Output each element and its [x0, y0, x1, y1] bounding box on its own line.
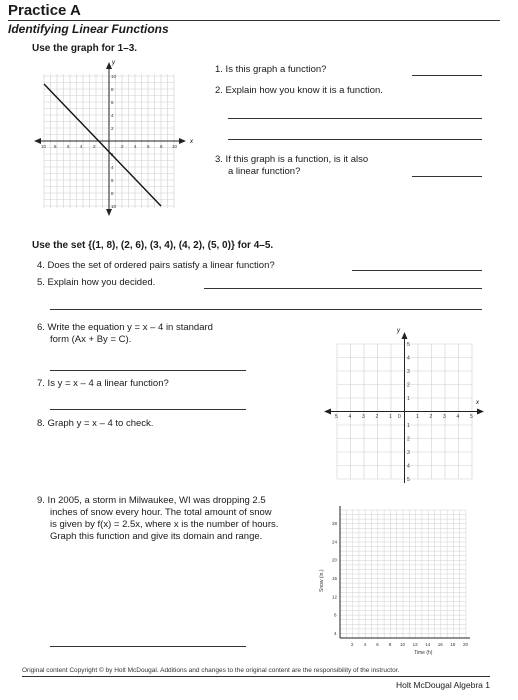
section2-instruction: Use the set {(1, 8), (2, 6), (3, 4), (4, 2), (5, 0)} for 4–5. — [32, 240, 274, 251]
svg-text:3: 3 — [443, 414, 446, 420]
answer-line-5a[interactable] — [204, 288, 482, 289]
svg-text:20: 20 — [463, 642, 469, 647]
svg-text:5: 5 — [470, 414, 473, 420]
question-5: 5. Explain how you decided. — [37, 277, 156, 288]
title-divider — [8, 20, 500, 21]
svg-text:8: 8 — [111, 87, 114, 92]
svg-text:8: 8 — [388, 642, 392, 647]
answer-line-7[interactable] — [50, 409, 246, 410]
svg-text:10: 10 — [172, 144, 178, 149]
coordinate-grid-8[interactable] — [322, 324, 487, 484]
svg-text:2: 2 — [111, 126, 114, 131]
svg-text:6: 6 — [111, 178, 114, 183]
svg-text:16: 16 — [332, 576, 338, 581]
answer-line-4[interactable] — [352, 270, 482, 271]
question-6-line2: form (Ax + By = C). — [50, 334, 132, 345]
svg-text:4: 4 — [456, 414, 460, 420]
snow-axes — [340, 506, 470, 638]
svg-text:24: 24 — [332, 539, 338, 545]
answer-line-6[interactable] — [50, 370, 246, 371]
answer-line-2a[interactable] — [228, 118, 482, 119]
svg-text:4: 4 — [363, 642, 367, 647]
line-graph-1 — [32, 56, 202, 216]
svg-text:28: 28 — [332, 521, 338, 526]
graph1-x-arrow-left — [34, 138, 41, 144]
answer-line-1[interactable] — [412, 75, 482, 76]
svg-text:4: 4 — [111, 165, 114, 170]
svg-text:1: 1 — [407, 423, 410, 429]
question-9-line3: is given by f(x) = 2.5x, where x is the number of hours. — [50, 519, 279, 530]
graph1-x-arrow-right — [179, 138, 186, 144]
question-3 — [215, 154, 368, 178]
svg-text:0: 0 — [398, 414, 401, 420]
svg-text:6: 6 — [376, 642, 379, 647]
snow-y-ticks — [332, 521, 338, 636]
grid8-y-arrow-up — [402, 332, 408, 339]
svg-text:12: 12 — [332, 594, 338, 600]
book-title: Holt McDougal Algebra 1 — [395, 680, 490, 690]
svg-text:3: 3 — [362, 414, 365, 420]
svg-text:4: 4 — [407, 463, 410, 470]
section1-instruction: Use the graph for 1–3. — [32, 43, 138, 54]
svg-text:6: 6 — [111, 100, 114, 105]
graph1-axes — [38, 66, 182, 212]
question-9 — [37, 495, 278, 543]
question-9-line4: Graph this function and give its domain and range. — [50, 531, 263, 542]
svg-text:2: 2 — [375, 414, 379, 420]
page-title: Practice A — [8, 2, 81, 19]
svg-text:4: 4 — [134, 144, 137, 149]
answer-line-5b[interactable] — [50, 309, 482, 310]
svg-text:10: 10 — [111, 204, 117, 209]
graph1-x-label: x — [190, 139, 193, 145]
snow-grid-lines — [340, 510, 466, 638]
footer-divider — [22, 676, 490, 677]
svg-text:6: 6 — [67, 144, 70, 149]
svg-text:3: 3 — [407, 369, 410, 375]
svg-text:2: 2 — [93, 144, 96, 149]
svg-text:2: 2 — [407, 436, 410, 443]
question-8: 8. Graph y = x – 4 to check. — [37, 418, 154, 429]
svg-text:4: 4 — [80, 144, 83, 149]
snow-graph-9[interactable] — [310, 500, 490, 660]
graph1-y-arrow-down — [106, 209, 112, 216]
copyright-note: Original content Copyright © by Holt McDougal. Additions and changes to the original content are the responsibility of the instructor. — [22, 667, 400, 674]
answer-line-2b[interactable] — [228, 139, 482, 140]
svg-text:12: 12 — [412, 642, 418, 647]
question-1: 1. Is this graph a function? — [215, 64, 327, 75]
svg-text:4: 4 — [407, 355, 410, 362]
question-7: 7. Is y = x – 4 a linear function? — [37, 378, 169, 389]
svg-text:4: 4 — [334, 630, 337, 636]
svg-text:2: 2 — [121, 144, 124, 149]
question-3-line2: a linear function? — [228, 166, 301, 177]
svg-text:1: 1 — [389, 414, 392, 420]
svg-text:8: 8 — [111, 191, 114, 196]
svg-text:2: 2 — [407, 382, 410, 389]
svg-text:2: 2 — [429, 414, 433, 420]
grid8-y-ticks — [407, 342, 410, 483]
question-4: 4. Does the set of ordered pairs satisfy a linear function? — [37, 260, 275, 271]
svg-text:10: 10 — [41, 144, 47, 149]
svg-text:4: 4 — [348, 414, 352, 420]
svg-text:1: 1 — [416, 414, 419, 420]
answer-line-3[interactable] — [412, 176, 482, 177]
grid8-y-label: y — [397, 328, 400, 334]
answer-line-9[interactable] — [50, 646, 246, 647]
question-6-line1: 6. Write the equation y = x – 4 in standard — [37, 322, 213, 333]
svg-text:2: 2 — [351, 642, 354, 647]
question-6 — [37, 322, 213, 346]
lesson-subtitle: Identifying Linear Functions — [8, 22, 169, 36]
svg-text:5: 5 — [407, 477, 410, 483]
svg-text:14: 14 — [425, 642, 431, 647]
snow-x-ticks — [351, 642, 469, 647]
svg-text:10: 10 — [111, 74, 117, 79]
svg-text:1: 1 — [407, 396, 410, 402]
grid8-x-label: x — [476, 400, 479, 406]
svg-text:10: 10 — [400, 642, 406, 647]
svg-text:4: 4 — [111, 113, 114, 118]
snow-y-axis-label: Snow (in.) — [319, 569, 325, 592]
svg-text:8: 8 — [54, 144, 57, 149]
svg-text:8: 8 — [160, 144, 163, 149]
question-9-line2: inches of snow every hour. The total amount of snow — [50, 507, 272, 518]
snow-x-axis-label: Time (h) — [414, 650, 433, 656]
grid8-x-arrow-left — [324, 409, 331, 415]
svg-text:16: 16 — [437, 642, 443, 647]
question-9-line1: 9. In 2005, a storm in Milwaukee, WI was dropping 2.5 — [37, 495, 266, 506]
svg-text:5: 5 — [407, 342, 410, 348]
svg-text:6: 6 — [147, 144, 150, 149]
svg-text:20: 20 — [332, 557, 338, 563]
svg-text:18: 18 — [450, 642, 456, 647]
svg-text:8: 8 — [334, 612, 337, 618]
graph1-y-label: y — [112, 60, 115, 66]
grid8-x-arrow-right — [477, 409, 484, 415]
svg-text:5: 5 — [335, 414, 338, 420]
question-3-line1: 3. If this graph is a function, is it also — [215, 154, 369, 165]
svg-text:3: 3 — [407, 450, 410, 456]
question-2: 2. Explain how you know it is a function. — [215, 85, 383, 96]
